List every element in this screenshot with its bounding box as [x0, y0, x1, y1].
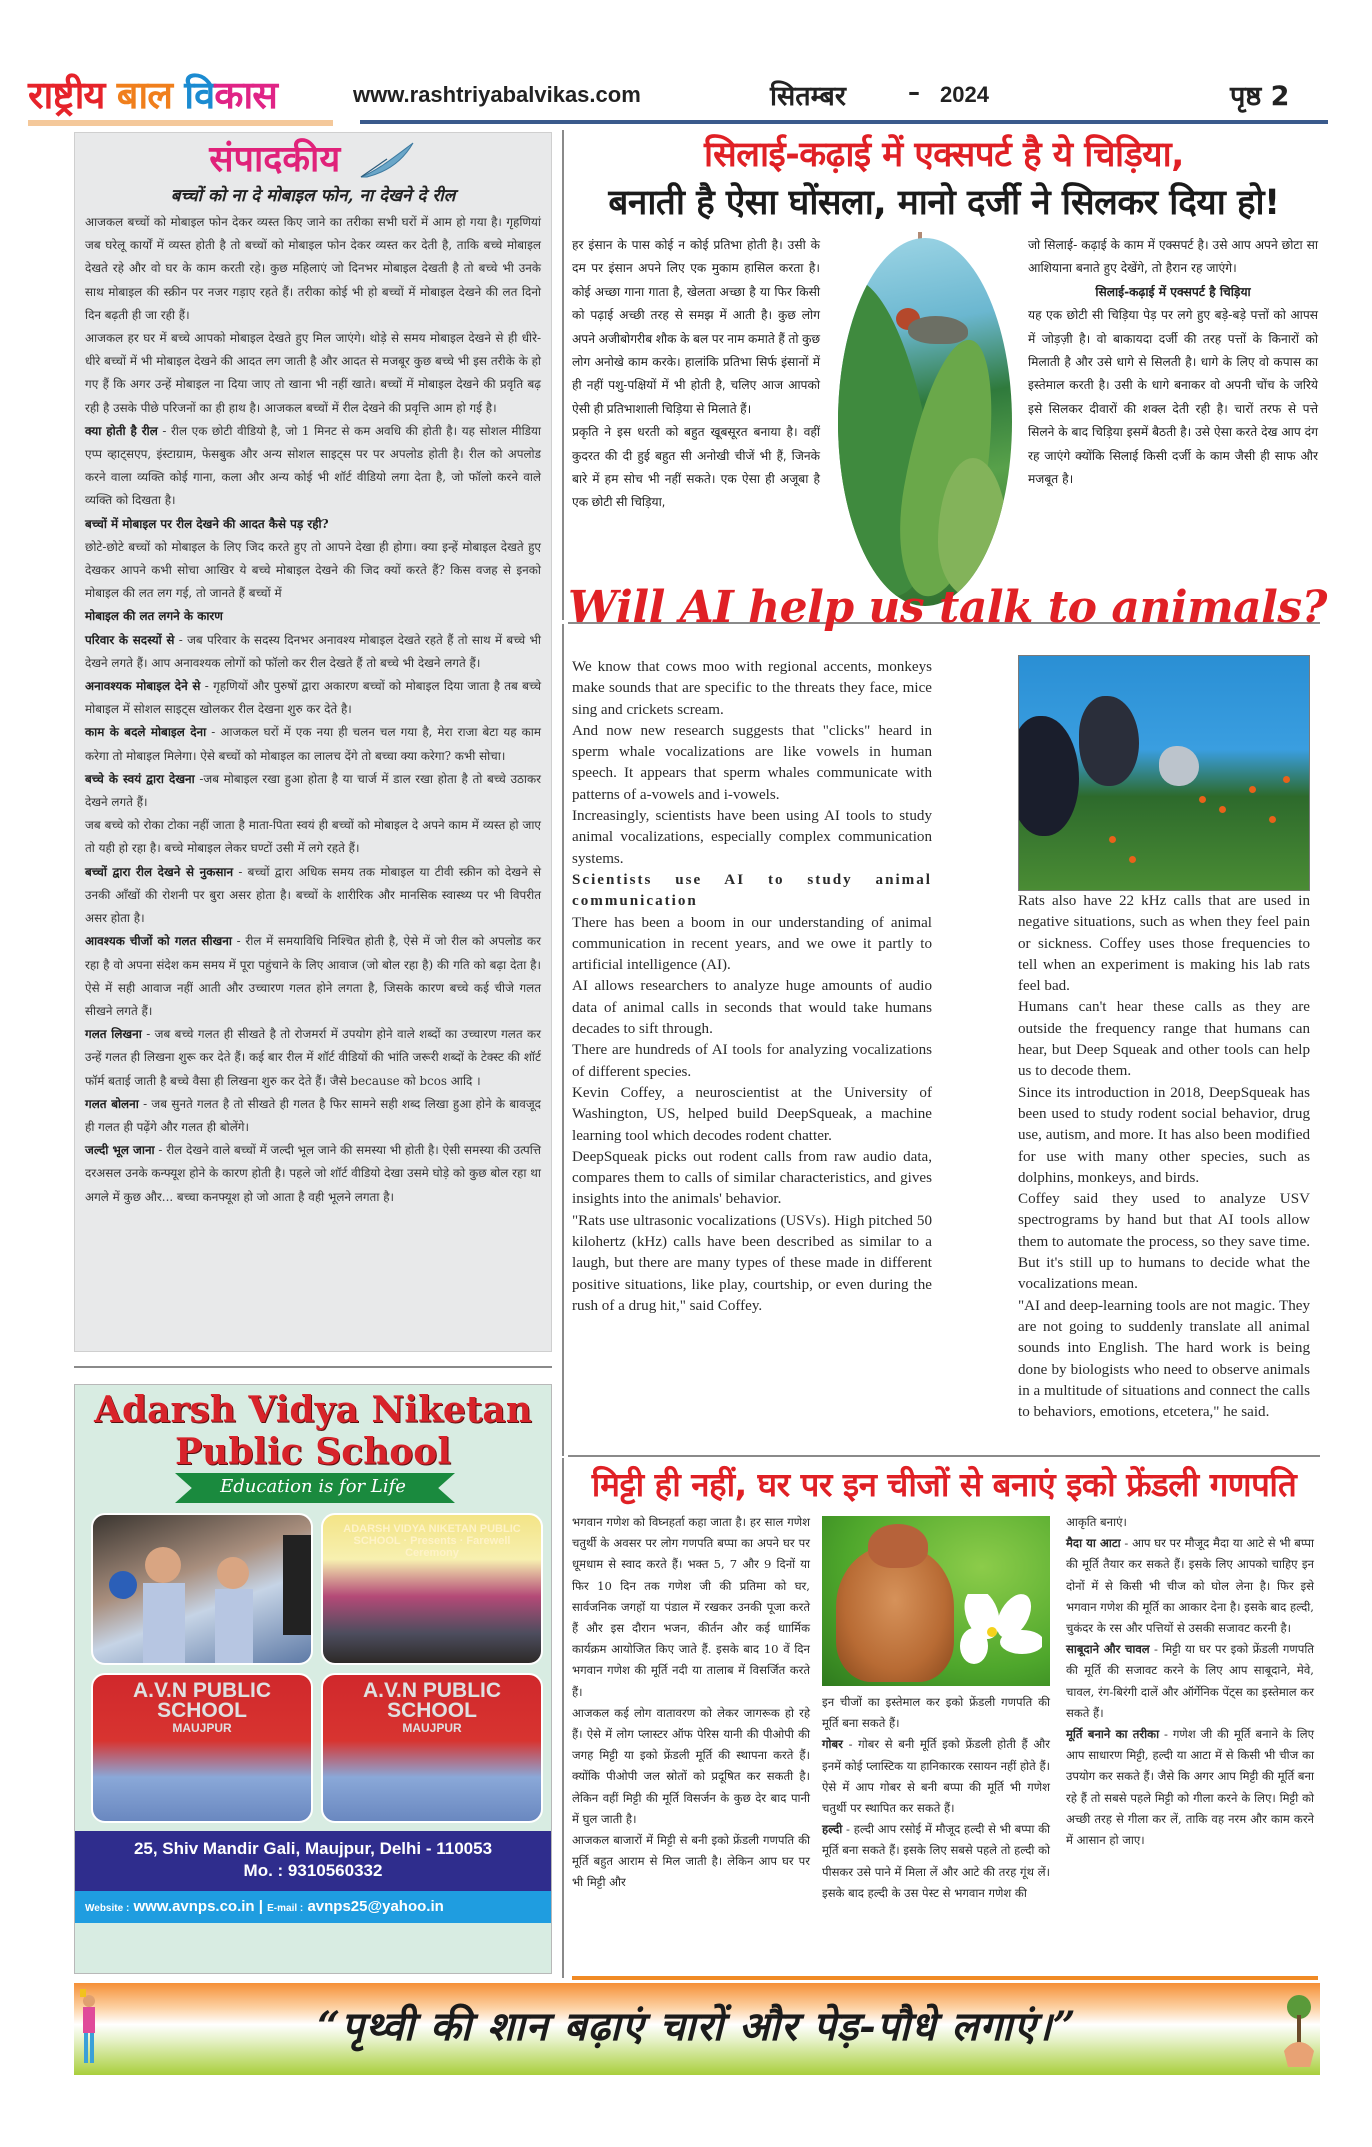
berry-shape — [1219, 806, 1226, 813]
editorial-title-text: संपादकीय — [209, 139, 341, 180]
article-paragraph — [85, 536, 541, 606]
article-paragraph — [85, 768, 541, 814]
web-divider: | — [258, 1898, 263, 1915]
article-paragraph — [822, 1692, 1050, 1734]
paragraph-lead: बच्चों में मोबाइल पर रील देखने की आदत कैसे पड़ रही? — [85, 516, 329, 531]
ai-paragraph: Increasingly, scientists have been using AI tools to study animal vocalizations, especially complex communication systems. — [572, 808, 932, 867]
paragraph-lead: मैदा या आटा — [1066, 1536, 1121, 1551]
ai-paragraph: "Rats use ultrasonic vocalizations (USVs). High pitched 50 kilohertz (kHz) calls have been described as similar to a laugh, but there are many types of these made in different positive situations, like play, courtship, or even during the rush of a drug hit," said Coffey. — [572, 1212, 932, 1314]
paragraph-text: जब बच्चे को रोका टोका नहीं जाता है माता-पिता स्वयं ही बच्चों को मोबाइल दे अपने काम में व्यस्त हो जाए तो यही हो रहा है। बच्चे मोबाइल लेकर घण्टों उसी में लगे रहते हैं। — [85, 818, 541, 856]
ai-paragraph: Humans can't hear these calls as they are outside the frequency range that humans can hear, but Deep Squeak and other tools can help us to decode them. — [1018, 999, 1310, 1080]
ai-article-title: Will AI help us talk to animals? — [568, 582, 1327, 633]
ganesha-column-2 — [822, 1692, 1050, 1904]
paragraph-lead: आवश्यक चीजों को गलत सीखना — [85, 934, 232, 949]
article-paragraph — [85, 675, 541, 721]
article-paragraph — [85, 327, 541, 420]
paragraph-text: आजकल बाजारों में मिट्टी से बनी इको फ्रेंडली गणपति की मूर्ति बहुत आराम से मिल जाती है। लेकिन आप घर पर भी मिट्टी और — [572, 1833, 810, 1890]
paragraph-lead: क्या होती है रील — [85, 423, 158, 438]
paragraph-lead: बच्चों द्वारा रील देखने से नुकसान — [85, 864, 234, 879]
students-illustration — [93, 1515, 313, 1665]
paragraph-lead: परिवार के सदस्यों से — [85, 632, 175, 647]
article-paragraph — [85, 420, 541, 513]
school-tagline: Education is for Life — [220, 1476, 406, 1497]
paragraph-text: - हल्दी आप रसोई में मौजूद हल्दी से भी बप्पा की मूर्ति बना सकते हैं। इसके लिए सबसे पहले तो हल्दी को पीसकर उसे पाने में मिला लें और आटे की तरह गूंथ लें। इसके बाद हल्दी के उस पेस्ट से भगवान गणेश की — [822, 1822, 1050, 1900]
paragraph-lead: जल्दी भूल जाना — [85, 1143, 155, 1158]
masthead-rule — [360, 120, 1328, 124]
paragraph-text: आजकल बच्चों को मोबाइल फोन देकर व्यस्त किए जाने का तरीका सभी घरों में आम हो गया है। गृहणियां जब घरेलू कार्यों में व्यस्त होती है तो बच्चों को मोबाइल फोन देकर व्यस्त कर देती है, ताकि बच्चे मोबाइल देखते रहे और वो घर के काम करती रहे। कुछ महिलाएं जो दिनभर मोबाइल देखती है तो बच्चे भी उनके साथ मोबाइल की स्क्रीन पर नजर गड़ाए रहते हैं। तरीका कोई भी हो बच्चों में मोबाइल देखने की लत दिनो दिन बढ़ती ही जा रही हैं। — [85, 215, 542, 322]
berry-shape — [1269, 816, 1276, 823]
school-advertisement[interactable] — [74, 1384, 552, 1974]
ad-photo-farewell — [321, 1513, 543, 1665]
paragraph-text: इन चीजों का इस्तेमाल कर इको फ्रेंडली गणपति की मूर्ति बना सकते हैं। — [822, 1695, 1050, 1731]
paragraph-lead: काम के बदले मोबाइल देना — [85, 725, 207, 740]
ai-subheading: Scientists use AI to study animal communication — [572, 871, 932, 910]
ad-photo-students — [91, 1513, 313, 1665]
paragraph-text: -जब मोबाइल रखा हुआ होता है या चार्ज में डाल रखा होता है तो बच्चे उठाकर देखने लगते हैं। — [85, 771, 541, 810]
white-flower-icon — [952, 1594, 1042, 1664]
paragraph-lead: हल्दी — [822, 1822, 843, 1837]
masthead — [28, 70, 1328, 130]
tailorbird-left-column — [572, 234, 820, 515]
ai-paragraph: There has been a boom in our understanding of animal communication in recent years, and we owe it partly to artificial intelligence (AI). — [572, 914, 932, 974]
issue-separator: – — [908, 78, 920, 106]
ai-paragraph: And now new research suggests that "clicks" heard in sperm whale vocalizations are like vowels in human speech. It appears that sperm whales communicate with patterns of a-vowels and i-vowels. — [572, 722, 932, 803]
tailorbird-left-para: प्रकृति ने इस धरती को बहुत खूबसूरत बनाया है। वहीं कुदरत की दी हुई बहुत सी अनोखी चीजें भी हैं, जिनके बारे में हम सोच भी नहीं सकते। एक ऐसा ही अजूबा है एक छोटी सी चिड़िया, — [572, 425, 820, 510]
logo-word-kas: कास — [214, 73, 277, 117]
article-paragraph — [822, 1819, 1050, 1904]
article-paragraph — [85, 1093, 541, 1139]
berry-shape — [1129, 856, 1136, 863]
paragraph-lead: गोबर — [822, 1737, 843, 1752]
paragraph-text: भगवान गणेश को विघ्नहर्ता कहा जाता है। हर साल गणेश चतुर्थी के अवसर पर लोग गणपति बप्पा का अपने घर पर धूमधाम से स्वाद करते हैं। भक्त 5, 7 और 9 दिनों या फिर 10 दिन तक गणेश जी की प्रतिमा को घर, सार्वजनिक जगहों या पंडाल में रखकर उनकी पूजा करते हैं और इस दौरान भजन, कीर्तन और कई धाार्मिक कार्यक्रम आयोजित किए जाते हैं. इसके बाद 10 वें दिन भगवान गणेश की मूर्ति नदी या तालाब में विसर्जित करते हैं। — [572, 1515, 810, 1699]
bird-body-shape — [908, 316, 968, 344]
paragraph-text: - जब बच्चे गलत ही सीखते है तो रोजमर्रा में उपयोग होने वाले शब्दों का उच्चारण गलत कर उन्हें गलत ही लिखना शुरू कर देते हैं। कई बार रील में शॉर्ट वीडियों की भांति जरूरी शब्दों के टेक्स्ट की शॉर्ट फॉर्म बताई जाती है बच्चे वैसा ही लिखना शुरु कर देते हैं। जैसे because को bcos आदि । — [85, 1027, 541, 1088]
paragraph-text: - रील देखने वाले बच्चों में जल्दी भूल जाने की समस्या भी होती है। ऐसी समस्या की उत्पत्ति दरअसल उनके कन्फ्यूश होने के कारण होती है। पहले जो शॉर्ट वीडियो देखा उसमे घोड़े को कुछ बोल रहा था अगले में कुछ और... बच्चा कनफ्यूश हो जो आता है वही भूलने लगता है। — [85, 1143, 541, 1204]
paragraph-text: - रील एक छोटी वीडियो है, जो 1 मिनट से कम अवधि की होती है। यह सोशल मीडिया एप्प व्हाट्सएप, इंस्टाग्राम, फेसबुक और अन्य सोशल साइट्स पर पर अपलोड होती है। रील को अपलोड करने वाला व्यक्ति कोई गाना, कला और अन्य कोई भी शॉर्ट वीडियो लगा देता है, जो फॉलो करने वाले व्यक्ति को दिखता है। — [85, 423, 541, 508]
website-link[interactable]: www.rashtriyabalvikas.com — [353, 82, 641, 107]
ai-paragraph: Coffey said they used to analyze USV spectrograms by hand but that AI tools allow them to automate the process, so they save time. But it's still up to humans to decide what the vocalizations mean. — [1018, 1191, 1310, 1293]
school-name — [75, 1389, 551, 1473]
paragraph-text: - गृहणियों और पुरुषों द्वारा अकारण बच्चों को मोबाइल दिया जाता है तब बच्चे मोबाइल में सोशल साइट्स खोलकर रील देखना शुरु कर देते है। — [85, 679, 541, 717]
myna-bird-shape — [1018, 716, 1079, 836]
ad-photo-group-2 — [321, 1673, 543, 1823]
paragraph-text: आजकल कई लोग वातावरण को लेकर जागरूक हो रहे हैं। ऐसे में लोग प्लास्टर ऑफ पेरिस यानी की पीओपी की जगह मिट्टी या इको फ्रेंडली मूर्ति की स्थापना करते हैं। क्योंकि पीओपी जल स्रोतों को प्रदूषित कर सकती है। लेकिन वहीं मिट्टी की मूर्ति विसर्जन के कुछ देर बाद पानी में घुल जाती है। — [572, 1705, 810, 1826]
paragraph-text: आजकल हर घर में बच्चे आपको मोबाइल देखते हुए मिल जाएंगे। थोड़े से समय मोबाइल देखने से ही धीरे-धीरे बच्चों में भी मोबाइल देखने की आदत लग जाती है और आदत से मजबूर कुछ बच्चे भी इस तरीके के हो गए हैं कि अगर उन्हें मोबाइल ना दिया जाए तो खाना भी नहीं खाते। बच्चों में मोबाइल देखने की प्रवृति बढ़ रही है उसके पीछे परिजनों का ही हाथ है। आजकल बच्चों में रील देखने की प्रवृत्ति आम हो गई है। — [85, 331, 541, 415]
ai-article-right-column — [1018, 891, 1310, 1423]
editorial-body — [85, 211, 541, 1209]
group-photo-sign-2-title: A.V.N PUBLIC SCHOOL — [362, 1679, 502, 1722]
ai-article-left-column — [572, 657, 932, 1317]
ai-paragraph: Rats also have 22 kHz calls that are used in negative situations, such as when they feel pain or sickness. Coffey uses those frequencies to tell when an experiment is making his lab rats feel bad. — [1018, 893, 1310, 995]
school-email[interactable]: avnps25@yahoo.in — [307, 1898, 444, 1915]
ai-paragraph: AI allows researchers to analyze huge amounts of audio data of animal calls in seconds that would take humans decades to sift through. — [572, 978, 932, 1038]
ai-paragraph: We know that cows moo with regional accents, monkeys make sounds that are specific to the threats they face, mice sing and crickets scream. — [572, 659, 932, 718]
berry-shape — [1199, 796, 1206, 803]
berry-shape — [1249, 786, 1256, 793]
paragraph-lead: गलत लिखना — [85, 1027, 142, 1042]
page-number: पृष्ठ 2 — [1230, 81, 1290, 112]
environment-slogan: “पृथ्वी की शान बढ़ाएं चारों और पेड़-पौधे लगाएं।” — [317, 2003, 1077, 2050]
berry-shape — [1109, 836, 1116, 843]
ai-paragraph: Kevin Coffey, a neuroscientist at the University of Washington, US, helped build DeepSqueak, a machine learning tool which decodes rodent chatter. — [572, 1084, 932, 1144]
article-paragraph — [1066, 1724, 1314, 1851]
editorial-section — [74, 132, 552, 1352]
ganesha-column-1 — [572, 1512, 810, 1894]
paragraph-lead: बच्चे के स्वयं द्वारा देखना — [85, 771, 195, 786]
website-label: Website : — [85, 1903, 130, 1914]
school-mobile[interactable]: Mo. : 9310560332 — [243, 1861, 383, 1880]
article-paragraph — [572, 1830, 810, 1894]
paragraph-text: छोटे-छोटे बच्चों को मोबाइल के लिए जिद करते हुए तो आपने देखा ही होगा। क्या इन्हें मोबाइल देखते हुए देखकर आपने कभी सोचा आखिर ये बच्चे मोबाइल देखने की जिद क्यों करते हैं? किस वजह से इनको मोबाइल की लत लग गई, तो जानते हैं बच्चों में — [85, 539, 541, 601]
article-paragraph — [572, 1512, 810, 1703]
editorial-title — [75, 133, 551, 182]
paragraph-lead: साबूदाने और चावल — [1066, 1642, 1150, 1657]
article-paragraph — [1066, 1512, 1314, 1533]
logo-word-vi: वि — [184, 73, 215, 117]
article-paragraph — [1066, 1533, 1314, 1639]
school-name-line2: Public School — [174, 1431, 451, 1473]
article-paragraph — [85, 605, 541, 628]
paragraph-text: - बच्चों द्वारा अधिक समय तक मोबाइल या टीवी स्क्रीन को देखने से उनकी आँखों की रोशनी पर बुरा असर होता है। बच्चों के शारीरिक और मानसिक स्वास्थ्य पर भी विपरीत असर होता है। — [85, 864, 541, 926]
quill-pen-icon — [357, 141, 417, 181]
paragraph-lead: मूर्ति बनाने का तरीका — [1066, 1727, 1160, 1742]
myna-bird-shape — [1159, 746, 1199, 786]
ganesha-bottom-rule — [572, 1976, 1318, 1980]
ad-photo-group-1 — [91, 1673, 313, 1823]
tailorbird-left-para: हर इंसान के पास कोई न कोई प्रतिभा होती है। उसी के दम पर इंसान अपने लिए एक मुकाम हासिल करता है। कोई अच्छा गाना गाता है, खेलता अच्छा है या फिर किसी को पढ़ाई अच्छी तरह से समझ में आती है। कुछ लोग अपने अजीबोगरीब शौक के बल पर नाम कमाते हैं तो कुछ लोग अनोखे काम करके। हालांकि प्रतिभा सिर्फ इंसानों में ही नहीं पशु-पक्षियों में भी होती है, चलिए आज आपको ऐसी ही प्रतिभाशाली चिड़िया से मिलाते हैं। — [572, 238, 820, 416]
farewell-banner-caption: ADARSH VIDYA NIKETAN PUBLIC SCHOOL · Presents · Farewell Ceremony — [343, 1523, 521, 1559]
ganesha-column-3 — [1066, 1512, 1314, 1851]
column-divider-top — [562, 130, 564, 620]
tailorbird-headline-line2: बनाती है ऐसा घोंसला, मानो दर्जी ने सिलकर दिया हो! — [608, 183, 1280, 223]
column-divider-mid — [562, 624, 564, 1456]
ai-paragraph: DeepSqueak picks out rodent calls from raw audio data, compares them to calls of similar characteristics, and gives insights into the animals' behavior. — [572, 1148, 932, 1208]
article-paragraph — [572, 1703, 810, 1830]
tailorbird-right-body: यह एक छोटी सी चिड़िया पेड़ पर लगे हुए बड़े-बड़े पत्तों को आपस में जोड़ज़ी है। वो बाकायदा दर्जी की तरह पत्तों के किनारों को मिलाती है और उसे धागे से सिलती है। धागे के लिए वो कपास का इस्तेमाल करती है। उसी के धागे बनाकर वो अपनी चोंच के जरिये इसे सिलकर दीवारों की शक्ल देती रही है। चारों तरफ से पत्ते सिलने के बाद चिड़िया इसमें बैठती है। उसे ऐसा करते देख आप दंग रह जाएंगे क्योंकि सिलाई किसी दर्जी के काम जैसी ही साफ और मजबूत है। — [1028, 308, 1318, 487]
tailorbird-image — [838, 238, 1012, 606]
paragraph-text: - गणेश जी की मूर्ति बनाने के लिए आप साधारण मिट्टी, हल्दी या आटा में से किसी भी चीज का उपयोग कर सकते हैं। जैसे कि अगर आप मिट्टी की मूर्ति बना रहे हैं तो सबसे पहले मिट्टी को गीला करने के लिए। मिट्टी को अच्छी तरह से गीला कर लें, ताकि वह नरम और काम करने में आसान हो जाए। — [1066, 1727, 1315, 1848]
paragraph-text: - आप घर पर मौजूद मैदा या आटे से भी बप्पा की मूर्ति तैयार कर सकते हैं। इसके लिए आपको चाहिए इन दोनों में से किसी भी चीज को घोल लेना है। फिर इसे भगवान गणेश की मूर्ति का आकार देना है। इसके बाद हल्दी, चुकंदर के रस और पत्तियों से उसकी सजावट करनी है। — [1066, 1536, 1314, 1636]
article-paragraph — [85, 1139, 541, 1209]
ai-paragraph: There are hundreds of AI tools for analyzing vocalizations of different species. — [572, 1042, 932, 1080]
paragraph-text: - रील में समयाविधि निश्चित होती है, ऐसे में जो रील को अपलोड कर रहा है वो अपना संदेश कम समय में पूरा पहुंचाने के लिए आवाज (जो बोल रहा है) की गति को बढ़ा देता है। ऐसे में सही आवाज नहीं आती और उच्चारण गलत होने लगता है, जिसके कारण बच्चे कई चीजे गलत सीखने लगते हैं। — [85, 934, 541, 1018]
environment-slogan-banner — [74, 1983, 1320, 2075]
tailorbird-subhead: सिलाई-कढ़ाई में एक्सपर्ट है चिड़िया — [1095, 284, 1251, 299]
paragraph-text: - जब सुनते गलत है तो सीखते ही गलत है फिर सामने सही शब्द लिखा हुआ होने के बावजूद ही गलत ही पढ़ेंगे और गलत ही बोलेंगे। — [85, 1096, 541, 1134]
article-paragraph — [85, 721, 541, 767]
school-website[interactable]: www.avnps.co.in — [133, 1898, 255, 1915]
group-photo-sign-1 — [103, 1681, 301, 1735]
sapling-in-hands-icon — [1284, 1989, 1314, 2069]
tailorbird-right-intro: जो सिलाई- कढ़ाई के काम में एक्सपर्ट है। उसे आप अपने छोटा सा आशियाना बनाते हुए देखेंगे, तो हैरान रह जाएंगे। — [1028, 238, 1318, 276]
paragraph-text: - जब परिवार के सदस्य दिनभर अनावश्य मोबाइल देखते रहते हैं तो साथ में बच्चे भी देखने लगते हैं। आप अनावश्यक लोगों को फॉलो कर रील देखते हैं तो बच्चे भी देखने लगते हैं। — [85, 632, 541, 670]
ai-paragraph: Since its introduction in 2018, DeepSqueak has been used to study rodent social behavior, drug use, autism, and more. It has also been modified for use with many other species, such as dolphins, monkeys, and birds. — [1018, 1084, 1310, 1186]
school-name-line1: Adarsh Vidya Niketan — [94, 1389, 532, 1431]
article-paragraph — [85, 629, 541, 675]
article-paragraph — [85, 513, 541, 536]
logo-underline — [28, 120, 333, 126]
paragraph-text: आकृति बनाएं। — [1066, 1515, 1127, 1529]
ai-paragraph: "AI and deep-learning tools are not magic. They are not going to suddenly translate all animal sounds into English. The hard work is being done by biologists who need to observe animals in a multitude of situations and connect the calls to behaviors, emotions, etcetera," he said. — [1018, 1297, 1310, 1421]
tailorbird-headline-line1: सिलाई-कढ़ाई में एक्सपर्ट है ये चिड़िया, — [704, 135, 1184, 175]
column-divider-bottom — [562, 1458, 564, 1978]
editorial-headline: बच्चों को ना दे मोबाइल फोन, ना देखने दे रील — [170, 186, 456, 206]
tailorbird-right-column — [1028, 234, 1318, 491]
article-paragraph — [822, 1734, 1050, 1819]
article-paragraph — [85, 814, 541, 860]
group-photo-sign-2-sub: MAUJPUR — [402, 1721, 462, 1735]
idol-head-shape — [868, 1524, 928, 1568]
leaf-shape — [938, 458, 1008, 598]
email-label: E-mail : — [267, 1903, 304, 1914]
ganesha-idol-photo — [822, 1516, 1050, 1686]
group-photo-sign-1-title: A.V.N PUBLIC SCHOOL — [132, 1679, 272, 1722]
tailorbird-article — [568, 130, 1320, 620]
school-contact — [75, 1831, 551, 1891]
paragraph-lead: गलत बोलना — [85, 1096, 139, 1111]
berry-shape — [1283, 776, 1290, 783]
article-paragraph — [85, 861, 541, 931]
group-photo-sign-1-sub: MAUJPUR — [172, 1721, 232, 1735]
article-paragraph — [85, 211, 541, 327]
article-paragraph — [1066, 1639, 1314, 1724]
myna-bird-shape — [1079, 696, 1139, 786]
paragraph-lead: अनावश्यक मोबाइल देने से — [85, 679, 201, 694]
left-divider — [74, 1366, 552, 1368]
issue-year: 2024 — [940, 82, 989, 107]
birds-photo — [1018, 655, 1310, 891]
group-photo-sign-2 — [333, 1681, 531, 1735]
school-web-bar — [75, 1891, 551, 1923]
paragraph-text: - गोबर से बनी मूर्ति इको फ्रेंडली होती हैं और इनमें कोई प्लास्टिक या हानिकारक रसायन नहीं होते हैं। ऐसे में आप गोबर से बनी बप्पा की मूर्ति भी गणेश चतुर्थी पर स्थापित कर सकते हैं। — [822, 1737, 1050, 1816]
paragraph-text: - आजकल घरों में एक नया ही चलन चल गया है, मेरा राजा बेटा यह काम करेगा तो मोबाइल मिलेगा। ऐसे बच्चों को मोबाइल का लालच देंगे तो बच्चा क्या करेगा? कभी सोचा। — [85, 725, 541, 763]
paragraph-text: - मिट्टी या घर पर इको फ्रेंडली गणपति की मूर्ति की सजावट करने के लिए आप साबूदाने, मेवे, चावल, रंग-बिरंगी दालें और ऑर्गेनिक पेंट्स का इस्तेमाल कर सकते हैं। — [1066, 1642, 1314, 1720]
ganesha-article-title: मिट्टी ही नहीं, घर पर इन चीजों से बनाएं इको फ्रेंडली गणपति — [591, 1465, 1297, 1504]
school-address: 25, Shiv Mandir Gali, Maujpur, Delhi - 110053 — [133, 1839, 493, 1858]
logo-word-rashtriya: राष्ट्रीय — [28, 73, 105, 117]
article-paragraph — [85, 1023, 541, 1093]
right-divider-2 — [568, 1455, 1320, 1457]
article-paragraph — [85, 930, 541, 1023]
issue-month: सितम्बर — [770, 81, 846, 112]
newspaper-logo[interactable] — [28, 70, 277, 120]
logo-word-bal: बाल — [116, 73, 173, 117]
paragraph-lead: मोबाइल की लत लगने के कारण — [85, 609, 223, 624]
